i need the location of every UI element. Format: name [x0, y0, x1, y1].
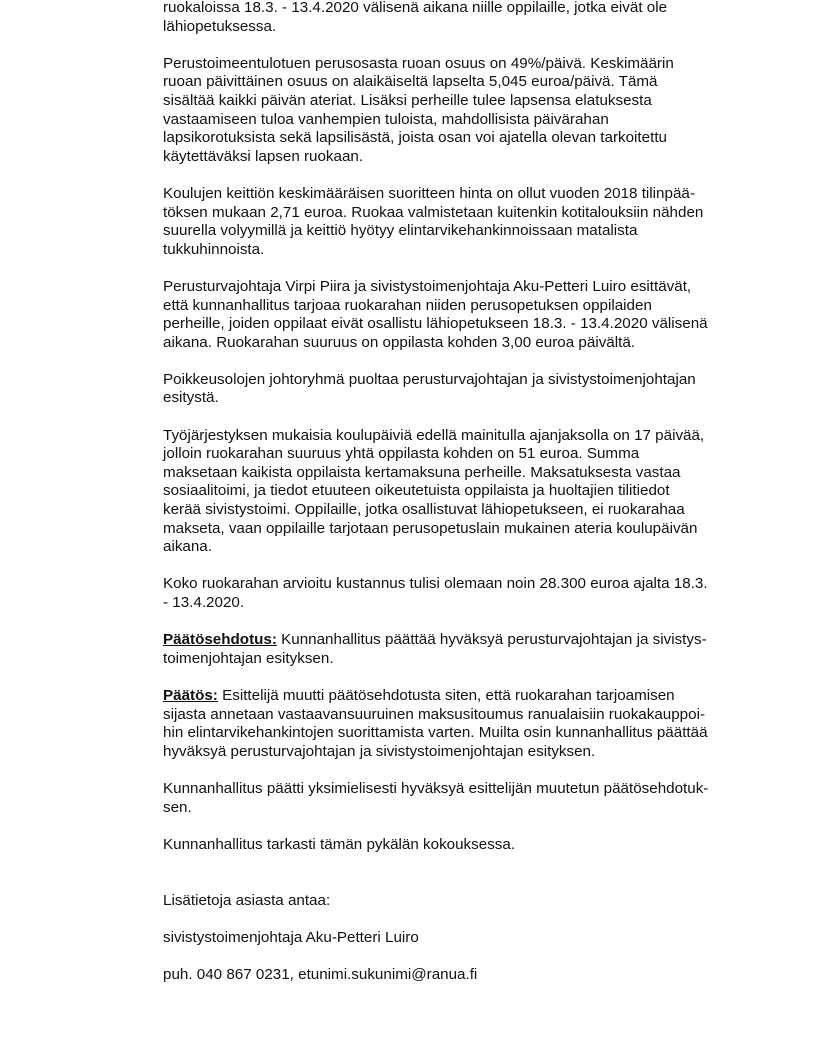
paragraph-checked: Kunnanhallitus tarkasti tämän pykälän kokouksessa.: [163, 835, 516, 853]
document-page: [163, 0, 753, 1022]
contact-block: [163, 873, 753, 1003]
paragraph-proposal-by-directors: Perusturvajohtaja Virpi Piira ja sivistystoimenjohtaja Aku-Petteri Luiro esittävät, että kunnanhallitus tarjoaa ruokarahan niiden perusopetuksen oppilaiden perheille, joiden oppilaat eivät osallistu lähiopetukseen 18.3. - 13.4.2020 välisenä aikana. Ruokarahan suuruus on oppilasta kohden 3,00 euroa päivältä.: [163, 277, 708, 351]
paragraph-exceptional-circumstances: Poikkeusolojen johtoryhmä puoltaa perusturvajohtajan ja sivistystoimenjohtajan esitystä.: [163, 370, 696, 407]
decision-proposal: [163, 631, 753, 668]
contact-heading: Lisätietoja asiasta antaa:: [163, 891, 331, 909]
decision-proposal-label: Päätösehdotus:: [163, 631, 277, 649]
decision-proposal-text: Kunnanhallitus päättää hyväksyä perusturvajohtajan ja sivistys- toimenjohtajan esityksen.: [163, 631, 707, 667]
decision-label: Päätös:: [163, 686, 218, 704]
contact-person: sivistystoimenjohtaja Aku-Petteri Luiro: [163, 928, 419, 946]
contact-details: puh. 040 867 0231, etunimi.sukunimi@ranua.fi: [163, 965, 478, 983]
decision: [163, 687, 753, 761]
paragraph-income-support: Perustoimeentulotuen perusosasta ruoan osuus on 49%/päivä. Keskimäärin ruoan päivittäinen osuus on alaikäiseltä lapselta 5,045 euroa/päivä. Tämä sisältää kaikki päivän ateriat. Lisäksi perheille tulee lapsensa elatuksesta vastaamiseen tuloa vanhempien tuloista, mahdollisista päivärahan lapsikorotuksista sekä lapsilisästä, joista osan voi ajatella olevan tarkoitettu käytettäväksi lapsen ruokaan.: [163, 54, 674, 165]
paragraph-intro-continuation: ruokaloissa 18.3. - 13.4.2020 välisenä aikana niille oppilaille, jotka eivät ole lähiopetuksessa.: [163, 0, 668, 35]
paragraph-school-kitchen: Koulujen keittiön keskimääräisen suoritteen hinta on ollut vuoden 2018 tilinpää- töksen mukaan 2,71 euroa. Ruokaa valmistetaan kuitenkin kotitalouksiin nähden suurella volyymillä ja keittiö hyötyy elintarvikehankinnoissaan matalista tukkuhinnoista.: [163, 184, 704, 258]
paragraph-school-days: Työjärjestyksen mukaisia koulupäiviä edellä mainitulla ajanjaksolla on 17 päivää, jolloin ruokarahan suuruus yhtä oppilasta kohden on 51 euroa. Summa maksetaan kaikista oppilaista kertamaksuna perheille. Maksatuksesta vastaa sosiaalitoimi, ja tiedot etuuteen oikeutetuista oppilaista ja huoltajien tilitiedot kerää sivistystoimi. Oppilaille, jotka osallistuvat lähiopetukseen, ei ruokarahaa makseta, vaan oppilaille tarjotaan perusopetuslain mukainen ateria koulupäivän aikana.: [163, 426, 705, 556]
paragraph-total-cost: Koko ruokarahan arvioitu kustannus tulisi olemaan noin 28.300 euroa ajalta 18.3. - 13.4.2020.: [163, 575, 708, 611]
paragraph-unanimous: Kunnanhallitus päätti yksimielisesti hyväksyä esittelijän muutetun päätösehdotuk- sen.: [163, 779, 709, 816]
decision-text: Esittelijä muutti päätösehdotusta siten, että ruokarahan tarjoamisen sijasta annetaan vastaavansuuruinen maksusitoumus ranualaisiin ruokakauppoi- hin elintarvikehankintojen suorittamista varten. Muilta osin kunnanhallitus päättää hyväksyä perusturvajohtajan ja sivistystoimenjohtajan esityksen.: [163, 686, 708, 760]
